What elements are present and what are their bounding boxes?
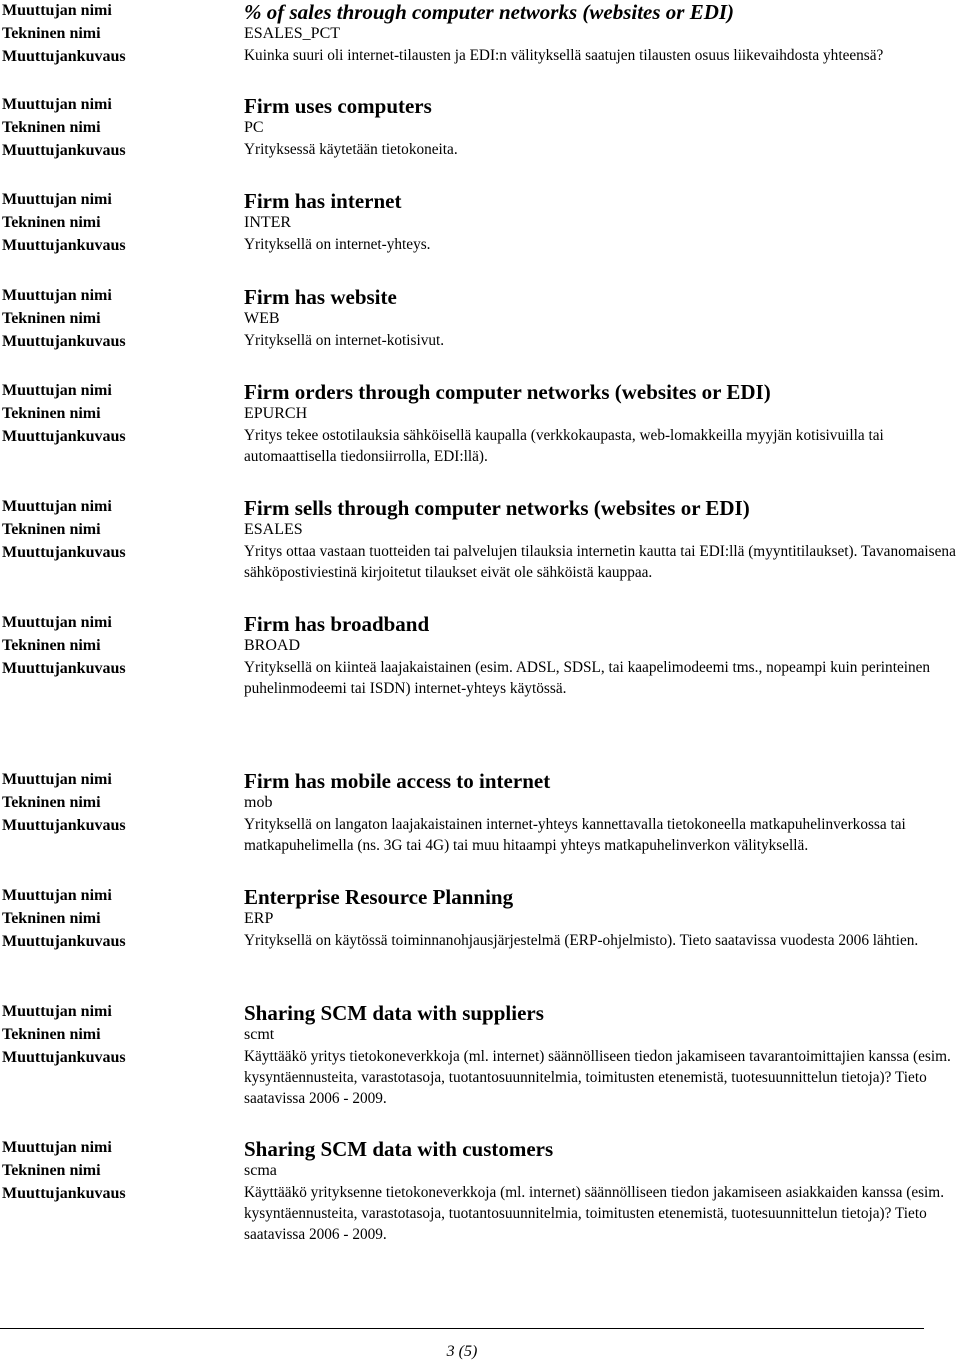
variable-name-label: Muuttujan nimi [2,96,112,113]
variable-technical-name: ERP [244,910,274,927]
variable-name-label: Muuttujan nimi [2,287,112,304]
variable-technical-name: INTER [244,214,292,231]
label-column [2,94,232,163]
label-column [2,496,232,565]
variable-title: Enterprise Resource Planning [244,885,514,909]
variable-title: Sharing SCM data with customers [244,1137,554,1161]
variable-description-label: Muuttujankuvaus [2,817,126,834]
technical-name-label: Tekninen nimi [2,637,101,654]
variable-technical-name: ESALES_PCT [244,25,341,42]
variable-description-label: Muuttujankuvaus [2,333,126,350]
technical-name-label: Tekninen nimi [2,214,101,231]
variable-description: Yritys ottaa vastaan tuotteiden tai palvelujen tilauksia internetin kautta tai EDI:llä (myyntitilaukset). Tavanomaisena sähköpostiviestinä kirjoitetut tilaukset eivät ole sähköistä kauppaa. [244,543,956,581]
label-column [2,285,232,354]
variable-technical-name: ESALES [244,521,303,538]
variable-name-label: Muuttujan nimi [2,887,112,904]
label-column [2,885,232,954]
variable-description-label: Muuttujankuvaus [2,48,126,65]
variable-title: Firm has internet [244,189,402,213]
variable-name-label: Muuttujan nimi [2,1003,112,1020]
variable-description-label: Muuttujankuvaus [2,428,126,445]
variable-name-label: Muuttujan nimi [2,382,112,399]
variable-description: Yrityksellä on internet-kotisivut. [244,332,445,349]
variable-title: Sharing SCM data with suppliers [244,1001,544,1025]
technical-name-label: Tekninen nimi [2,521,101,538]
variable-title: Firm orders through computer networks (websites or EDI) [244,380,771,404]
variable-name-label: Muuttujan nimi [2,614,112,631]
variable-description-label: Muuttujankuvaus [2,660,126,677]
label-column [2,769,232,838]
variable-technical-name: scmt [244,1026,275,1043]
technical-name-label: Tekninen nimi [2,405,101,422]
label-column [2,1001,232,1070]
variable-technical-name: EPURCH [244,405,308,422]
variable-title: Firm sells through computer networks (websites or EDI) [244,496,750,520]
variable-title: Firm has broadband [244,612,430,636]
variable-description-label: Muuttujankuvaus [2,237,126,254]
variable-name-label: Muuttujan nimi [2,2,112,19]
variable-description: Yrityksessä käytetään tietokoneita. [244,141,458,158]
variable-description-label: Muuttujankuvaus [2,544,126,561]
variable-description-label: Muuttujankuvaus [2,142,126,159]
variable-description: Käyttääkö yritys tietokoneverkkoja (ml. internet) säännölliseen tiedon jakamiseen tavarantoimittajien kanssa (esim. kysyntäennusteita, varastotasoja, tuotantosuunnitelmia, toimitusten etenemistä, tuotesuunnittelun tietoja)? Tieto saatavissa 2006 - 2009. [244,1048,951,1107]
technical-name-label: Tekninen nimi [2,25,101,42]
variable-description: Yrityksellä on käytössä toiminnanohjausjärjestelmä (ERP-ohjelmisto). Tieto saatavissa vuodesta 2006 lähtien. [244,932,919,949]
page-number: 3 (5) [446,1343,478,1360]
variable-technical-name: PC [244,119,264,136]
variable-title: Firm has mobile access to internet [244,769,551,793]
variable-description: Yrityksellä on kiinteä laajakaistainen (esim. ADSL, SDSL, tai kaapelimodeemi tms., nopeampi kuin perinteinen puhelinmodeemi tai ISDN) internet-yhteys käytössä. [244,659,931,697]
variable-description-label: Muuttujankuvaus [2,933,126,950]
variable-title: % of sales through computer networks (websites or EDI) [244,0,735,24]
variable-description-label: Muuttujankuvaus [2,1049,126,1066]
variable-description: Käyttääkö yrityksenne tietokoneverkkoja (ml. internet) säännölliseen tiedon jakamiseen asiakkaiden kanssa (esim. kysyntäennusteita, varastotasoja, tuotantosuunnitelmia, toimitusten etenemistä, tuotesuunnittelun tietoja)? Tieto saatavissa 2006 - 2009. [244,1184,945,1243]
variable-technical-name: WEB [244,310,280,327]
variable-name-label: Muuttujan nimi [2,498,112,515]
technical-name-label: Tekninen nimi [2,910,101,927]
footer-divider [0,1328,924,1329]
variable-description: Kuinka suuri oli internet-tilausten ja EDI:n välityksellä saatujen tilausten osuus liikevaihdosta yhteensä? [244,47,884,64]
technical-name-label: Tekninen nimi [2,310,101,327]
variable-technical-name: scma [244,1162,277,1179]
technical-name-label: Tekninen nimi [2,1162,101,1179]
variable-description: Yrityksellä on internet-yhteys. [244,236,431,253]
variable-technical-name: mob [244,794,273,811]
variable-title: Firm uses computers [244,94,432,118]
technical-name-label: Tekninen nimi [2,119,101,136]
variable-name-label: Muuttujan nimi [2,771,112,788]
variable-description: Yrityksellä on langaton laajakaistainen internet-yhteys kannettavalla tietokoneella matkapuhelinverkossa tai matkapuhelimella (ns. 3G tai 4G) tai muu hitaampi yhteys matkapuhelinverkon välityksellä. [244,816,906,854]
variable-technical-name: BROAD [244,637,301,654]
variable-name-label: Muuttujan nimi [2,1139,112,1156]
label-column [2,189,232,258]
variable-name-label: Muuttujan nimi [2,191,112,208]
technical-name-label: Tekninen nimi [2,794,101,811]
label-column [2,1137,232,1206]
variable-description-label: Muuttujankuvaus [2,1185,126,1202]
label-column [2,0,232,69]
label-column [2,612,232,681]
variable-description: Yritys tekee ostotilauksia sähköisellä kaupalla (verkkokaupasta, web-lomakkeilla myyjän kotisivuilla tai automaattisella tiedonsiirrolla, EDI:llä). [244,427,884,465]
label-column [2,380,232,449]
technical-name-label: Tekninen nimi [2,1026,101,1043]
variable-title: Firm has website [244,285,397,309]
